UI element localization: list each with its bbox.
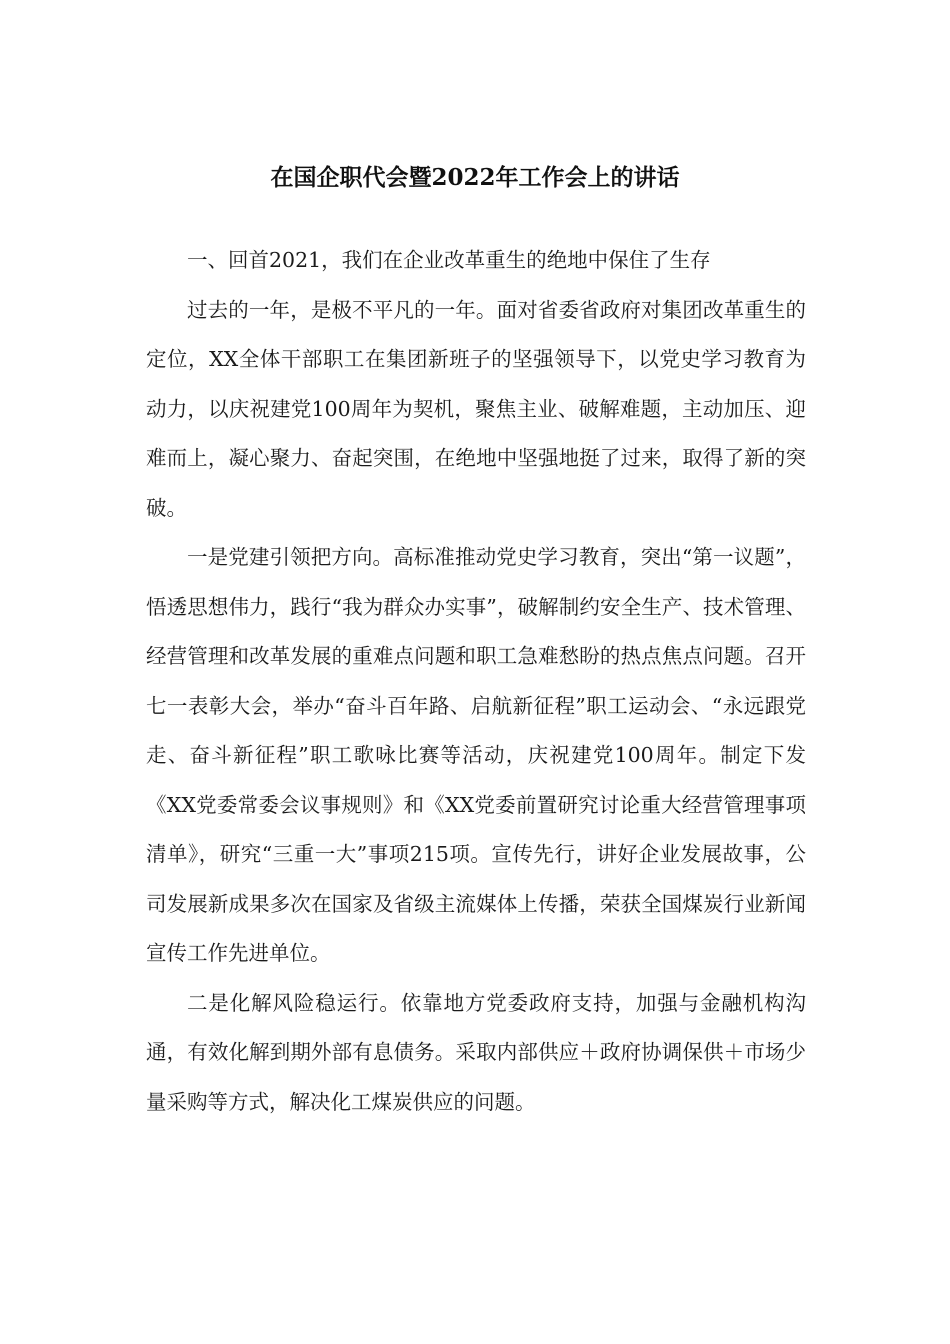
- document-body: [146, 236, 806, 1127]
- paragraph-party-building: 一是党建引领把方向。高标准推动党史学习教育，突出“第一议题”，悟透思想伟力，践行“我为群众办实事”，破解制约安全生产、技术管理、经营管理和改革发展的重难点问题和职工急难愁盼的热点焦点问题。召开七一表彰大会，举办“奋斗百年路、启航新征程”职工运动会、“永远跟党走、奋斗新征程”职工歌咏比赛等活动，庆祝建党100周年。制定下发《XX党委常委会议事规则》和《XX党委前置研究讨论重大经营管理事项清单》，研究“三重一大”事项215项。宣传先行，讲好企业发展故事，公司发展新成果多次在国家及省级主流媒体上传播，荣获全国煤炭行业新闻宣传工作先进单位。: [146, 545, 806, 965]
- document-title: 在国企职代会暨2022年工作会上的讲话: [270, 164, 680, 191]
- paragraph-review: 过去的一年，是极不平凡的一年。面对省委省政府对集团改革重生的定位，XX全体干部职工在集团新班子的坚强领导下，以党史学习教育为动力，以庆祝建党100周年为契机，聚焦主业、破解难题，主动加压、迎难而上，凝心聚力、奋起突围，在绝地中坚强地挺了过来，取得了新的突破。: [146, 297, 806, 520]
- paragraph-risk-resolution: 二是化解风险稳运行。依靠地方党委政府支持，加强与金融机构沟通，有效化解到期外部有息债务。采取内部供应＋政府协调保供＋市场少量采购等方式，解决化工煤炭供应的问题。: [146, 990, 806, 1114]
- section-heading: 一、回首2021，我们在企业改革重生的绝地中保住了生存: [187, 248, 711, 272]
